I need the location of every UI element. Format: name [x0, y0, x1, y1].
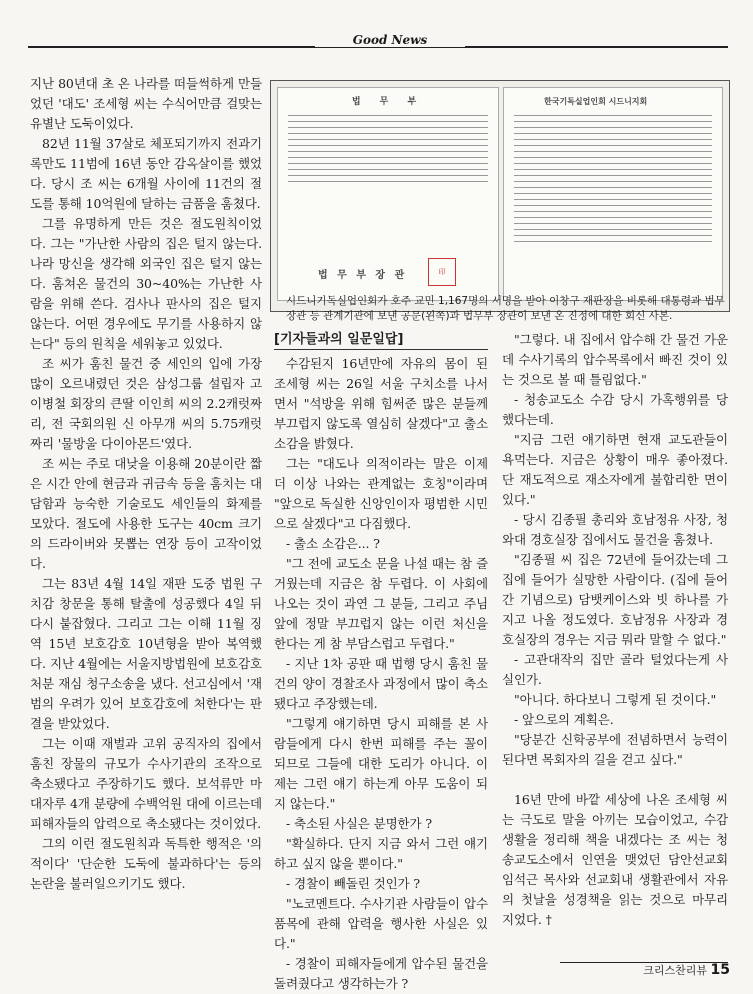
answer: "지금 그런 얘기하면 현재 교도관들이 욕먹는다. 지금은 상황이 매우 좋아졌다. 단 재도적으로 재소자에게 불합리한 면이 있다." [502, 432, 728, 507]
paragraph: 수감된지 16년만에 자유의 몸이 된 조세형 씨는 26일 서울 구치소를 나서면서 "석방을 위해 힘써준 많은 분들께 부끄럽지 않도록 열심히 살겠다"고 출소 소감을 밝혔다. [274, 356, 488, 451]
paragraph: 그는 "대도나 의적이라는 말은 이제 더 이상 나와는 관계없는 호칭"이라며 "앞으로 독실한 신앙인이자 평범한 시민으로 살겠다"고 다짐했다. [274, 456, 488, 531]
question: - 경찰이 피해자들에게 압수된 물건을 돌려줬다고 생각하는가 ? [274, 956, 488, 991]
paragraph: 그의 이런 절도원칙과 독특한 행적은 '의적이다' '단순한 도둑에 불과하다'는 등의 논란을 불러일으키기도 했다. [30, 836, 262, 891]
left-column [30, 74, 262, 894]
paragraph: 조 씨가 훔친 물건 중 세인의 입에 가장 많이 오르내렸던 것은 삼성그룹 설립자 고 이병철 회장의 큰딸 이인희 씨의 2.2캐럿짜리, 전 국회의원 신 아무개 씨의 5.75캐럿짜리 '물방울 다이아몬드'였다. [30, 356, 262, 451]
letter-text-lines [514, 115, 712, 242]
question: - 당시 김종필 총리와 호남정유 사장, 청와대 경호실장 집에서도 물건을 훔쳤나. [502, 512, 728, 547]
figure-caption: 시드니기독실업인회가 호주 교민 1,167명의 서명을 받아 이창구 재판장을 비롯해 대통령과 법무장관 등 관계기관에 보낸 공문(왼쪽)과 법무부 장관이 보낸 온 진정에 대한 회신 사본. [286, 295, 725, 322]
question: - 경찰이 빼돌린 것인가 ? [286, 876, 420, 891]
association-letter [503, 87, 723, 301]
question: - 지난 1차 공판 때 법행 당시 훔친 물건의 양이 경찰조사 과정에서 많이 축소됐다고 주장했는데. [274, 656, 488, 711]
ministry-letter-title: 법 무 부 [351, 97, 425, 107]
closing-paragraph: 16년 만에 바깥 세상에 나온 조세형 씨는 극도로 말을 아끼는 모습이었고, 수감생활을 정리해 책을 내겠다는 조 씨는 청송교도소에서 인연을 맺었던 담안선교회 임석근 목사와 선교회내 생활관에서 자유의 첫날을 성경책을 읽는 것으로 마무리 지었다. † [502, 792, 728, 927]
ministry-letter-signature: 법 무 부 장 관 [318, 270, 408, 281]
answer: "아니다. 하다보니 그렇게 된 것이다." [514, 692, 717, 707]
paragraph: 82년 11월 37살로 체포되기까지 전과기록만도 11범에 16년 동안 감옥살이를 했었다. 당시 조 씨는 6개월 사이에 11건의 절도를 통해 10억원에 달하는 금품을 훔쳤다. [30, 136, 262, 211]
document-photo [270, 80, 730, 312]
question: - 축소된 사실은 분명한가 ? [286, 816, 432, 831]
right-column [502, 330, 728, 930]
answer: "그렇게 얘기하면 당시 피해를 본 사람들에게 다시 한번 피해를 주는 꼴이 되므로 그들에 대한 도리가 아니다. 이제는 그런 얘기 하는게 아무 도움이 되지 않는다." [274, 716, 488, 811]
middle-column [274, 354, 488, 994]
answer: "그렇다. 내 집에서 압수해 간 물건 가운데 수사기록의 압수목록에서 빠진 것이 있는 것으로 볼 때 틀림없다." [502, 332, 728, 387]
magazine-name: 크리스찬리뷰 [643, 964, 708, 977]
official-seal-icon: 印 [428, 258, 456, 286]
answer: "그 전에 교도소 문을 나설 때는 참 즐거웠는데 지금은 참 두렵다. 이 사회에 나오는 것이 과연 그 분들, 그리고 주님앞에 정말 부끄럽지 않는 이런 처신을 한다는 게 참 부담스럽고 두렵다." [274, 556, 488, 651]
paragraph: 조 씨는 주로 대낮을 이용해 20분이란 짧은 시간 안에 현금과 귀금속 등을 훔치는 대담함과 능숙한 기술로도 세인들의 화제를 모았다. 절도에 사용한 도구는 40cm 크기의 드라이버와 못뽑는 연장 등이 고작이었다. [30, 456, 262, 571]
answer: "노코멘트다. 수사기관 사람들이 압수품목에 관해 압력을 행사한 사실은 있다." [274, 896, 488, 951]
question: - 앞으로의 계획은. [514, 712, 614, 727]
question: - 고관대작의 집만 골라 털었다는게 사실인가. [502, 652, 728, 687]
question: - 청송교도소 수감 당시 가혹행위를 당했다는데. [502, 392, 728, 427]
association-letter-title: 한국기독실업인회 시드니지회 [544, 97, 648, 106]
paragraph: 지난 80년대 초 온 나라를 떠들썩하게 만들었던 '대도' 조세형 씨는 수식어만큼 걸맞는 유별난 도둑이었다. [30, 76, 262, 131]
question: - 출소 소감은... ? [286, 536, 380, 551]
answer: "당분간 신학공부에 전념하면서 능력이 된다면 목회자의 길을 걷고 싶다." [502, 732, 728, 767]
answer: "김종필 씨 집은 72년에 들어갔는데 그집에 들어가 실망한 사람이다. (집에 들어간 기념으로) 담뱃케이스와 빗 하나를 가지고 나올 정도였다. 호남정유 사장과 경호실장의 경우는 지금 뭐라 말할 수 없다." [502, 552, 728, 647]
header-title: Good News [315, 33, 465, 47]
ministry-letter [277, 87, 499, 301]
paragraph: 그는 83년 4월 14일 재판 도중 법원 구치감 창문을 통해 탈출에 성공했다 4일 뒤 다시 붙잡혔다. 그리고 그는 이해 11월 징역 15년 보호감호 10년형을 받아 복역했다. 지난 4월에는 서울지방법원에 보호감호 처분 재심 청구소송을 냈다. 선고심에서 '재범의 우려가 있어 보호감호에 처한다'는 판결을 받았었다. [30, 576, 262, 731]
page-footer [640, 962, 730, 978]
section-title: [기자들과의 일문일답] [274, 328, 488, 350]
paragraph: 그를 유명하게 만든 것은 절도원칙이었다. 그는 "가난한 사람의 집은 털지 않는다. 나라 망신을 생각해 외국인 집은 털지 않는다. 훔쳐온 물건의 30~40%는 가난한 사람을 위해 쓴다. 검사나 판사의 집은 털지 않는다. 어떤 경우에도 무기를 사용하지 않는다" 등의 원칙을 세워놓고 있었다. [30, 216, 262, 351]
letter-text-lines [288, 115, 488, 182]
page-number: 15 [710, 962, 730, 978]
answer: "확실하다. 단지 지금 와서 그런 얘기 하고 싶지 않을 뿐이다." [274, 836, 488, 871]
paragraph: 그는 이때 재벌과 고위 공직자의 집에서 훔친 장물의 규모가 수사기관의 조작으로 축소됐다고 주장하기도 했다. 보석류만 마대자루 4개 분량에 수백억원 대에 이르는데 피해자들의 압력으로 축소됐다는 것이었다. [30, 736, 262, 831]
